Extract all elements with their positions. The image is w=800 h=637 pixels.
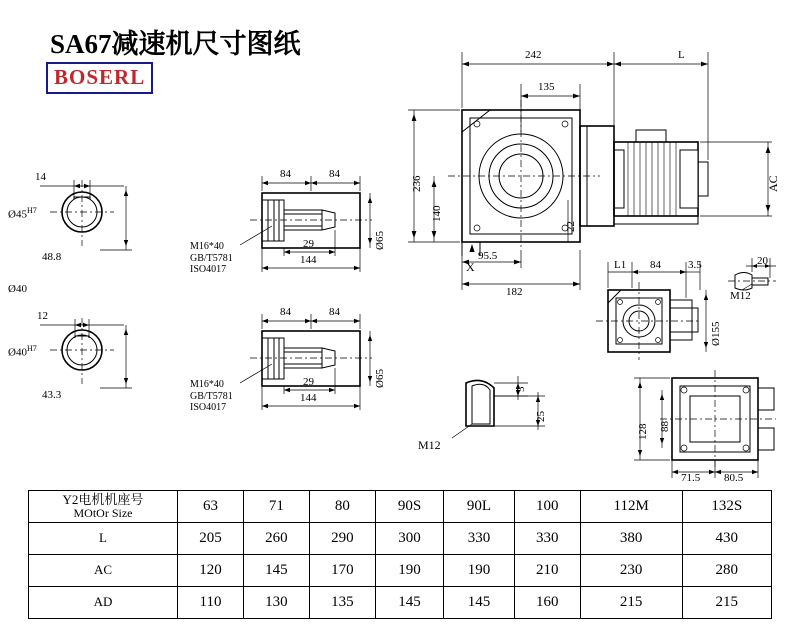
dim-shaft-l-c: 29 [303, 376, 314, 388]
dim-shaft-l-d: 144 [300, 392, 317, 404]
cap-detail-view [452, 376, 545, 438]
dim-base-88: 88 [659, 421, 671, 432]
dim-base-805: 80.5 [724, 472, 744, 484]
table-cell: 160 [514, 587, 580, 619]
table-cell: 215 [580, 587, 682, 619]
label-cap-m12: M12 [418, 438, 441, 452]
dim-135: 135 [538, 81, 555, 93]
table-cell: 230 [580, 555, 682, 587]
dim-bore-upper: $Ø45^{H7}$ [8, 206, 37, 221]
dim-140: 140 [431, 205, 443, 222]
row-label: AD [29, 587, 178, 619]
table-cell: 290 [309, 523, 375, 555]
bolt-detail-view [728, 258, 776, 290]
table-cell: 145 [444, 587, 515, 619]
table-row [29, 491, 772, 523]
table-col-head: 112M [580, 491, 682, 523]
dim-cap-25: 25 [535, 411, 547, 422]
table-header-cell [29, 491, 178, 523]
table-row [29, 555, 772, 587]
table-cell: 330 [514, 523, 580, 555]
table-cell: 130 [243, 587, 309, 619]
dim-shaft-u-dia: Ø65 [374, 231, 386, 250]
dim-L1: L1 [614, 259, 627, 271]
dim-flange-35: 3.5 [688, 259, 702, 271]
dim-depth-upper: 48.8 [42, 251, 62, 263]
table-cell: 215 [682, 587, 771, 619]
bore-view-lower [40, 318, 132, 388]
note-bolt-upper: M16*40 GB/T5781 ISO4017 [190, 241, 233, 275]
table-cell: 110 [178, 587, 244, 619]
base-plan-view [634, 370, 776, 478]
dim-flange-84: 84 [650, 259, 661, 271]
dim-keyway-upper: 14 [35, 171, 46, 183]
table-col-head: 90S [375, 491, 443, 523]
dim-shaft-u-c: 29 [303, 238, 314, 250]
row-label: L [29, 523, 178, 555]
motor-size-table [28, 490, 772, 619]
dim-cap-5: 5 [515, 386, 527, 392]
table-cell: 170 [309, 555, 375, 587]
dim-236: 236 [411, 175, 423, 192]
table-col-head: 100 [514, 491, 580, 523]
dim-shaft-l-a: 84 [280, 306, 291, 318]
flange-detail-view [596, 262, 708, 360]
table-cell: 145 [243, 555, 309, 587]
table-cell: 145 [375, 587, 443, 619]
table-col-head: 71 [243, 491, 309, 523]
dim-bolt-20: 20 [757, 255, 768, 267]
dim-depth-lower: 43.3 [42, 389, 62, 401]
row-label: AC [29, 555, 178, 587]
dim-shaft-dia: Ø40 [8, 283, 27, 295]
table-col-head: 80 [309, 491, 375, 523]
dim-22: 22 [565, 221, 577, 232]
table-cell: 430 [682, 523, 771, 555]
table-row [29, 587, 772, 619]
table-header-cn: Y2电机机座号 [62, 491, 144, 507]
dim-182: 182 [506, 286, 523, 298]
brand-logo: BOSERL [46, 62, 153, 94]
dim-shaft-l-dia: Ø65 [374, 369, 386, 388]
label-X: X [466, 260, 475, 274]
label-bolt-m12: M12 [730, 290, 751, 302]
main-assembly-view [408, 52, 772, 290]
note-bolt-lower: M16*40 GB/T5781 ISO4017 [190, 379, 233, 413]
dim-shaft-u-a: 84 [280, 168, 291, 180]
table-col-head: 63 [178, 491, 244, 523]
dim-flange-dia: Ø155 [710, 321, 722, 346]
dim-bore-lower: $Ø40^{H7}$ [8, 344, 37, 359]
bore-view-upper [40, 180, 132, 250]
table-cell: 280 [682, 555, 771, 587]
table-col-head: 132S [682, 491, 771, 523]
table-cell: 300 [375, 523, 443, 555]
dim-base-715: 71.5 [681, 472, 701, 484]
dim-shaft-u-b: 84 [329, 168, 340, 180]
dim-shaft-l-b: 84 [329, 306, 340, 318]
table-cell: 120 [178, 555, 244, 587]
dim-shaft-u-d: 144 [300, 254, 317, 266]
table-cell: 330 [444, 523, 515, 555]
dim-base-128: 128 [637, 423, 649, 440]
table-cell: 260 [243, 523, 309, 555]
table-cell: 190 [444, 555, 515, 587]
table-cell: 205 [178, 523, 244, 555]
dim-242: 242 [525, 49, 542, 61]
table-col-head: 90L [444, 491, 515, 523]
dim-keyway-lower: 12 [37, 310, 48, 322]
dim-AC: AC [766, 175, 780, 192]
page-title: SA67减速机尺寸图纸 [50, 29, 301, 59]
table-cell: 210 [514, 555, 580, 587]
dim-L: L [678, 49, 685, 61]
table-header-en: MOtOr Size [73, 506, 133, 521]
table-row [29, 523, 772, 555]
table-cell: 135 [309, 587, 375, 619]
table-cell: 380 [580, 523, 682, 555]
table-cell: 190 [375, 555, 443, 587]
dim-95-5: 95.5 [478, 250, 498, 262]
